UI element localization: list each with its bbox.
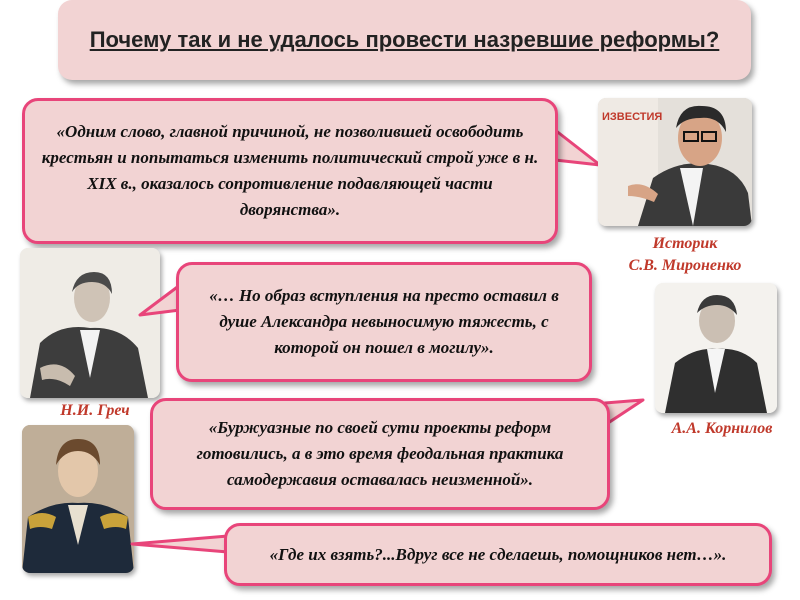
quote-grech: «… Но образ вступления на престо оставил в душе Александра невыносимую тяжесть, с которой он пошел в могилу». bbox=[209, 286, 559, 357]
quote-bubble-kornilov bbox=[150, 398, 610, 510]
caption-grech bbox=[50, 402, 140, 420]
photo-mironenko bbox=[598, 98, 752, 226]
quote-bubble-mironenko bbox=[22, 98, 558, 244]
caption-grech-text: Н.И. Греч bbox=[60, 402, 130, 419]
portrait-kornilov-image bbox=[655, 283, 777, 413]
portrait-mironenko-image bbox=[598, 98, 752, 226]
caption-mironenko bbox=[600, 233, 770, 277]
caption-kornilov-text: А.А. Корнилов bbox=[671, 420, 773, 437]
bubble-tail-alexander bbox=[132, 530, 232, 560]
photo-alexander bbox=[22, 425, 134, 573]
portrait-alexander-image bbox=[22, 425, 134, 573]
portrait-grech-image bbox=[20, 248, 160, 398]
page-title: Почему так и не удалось провести назревшие реформы? bbox=[89, 27, 720, 52]
quote-bubble-grech bbox=[176, 262, 592, 382]
quote-kornilov: «Буржуазные по своей сути проекты реформ готовились, а в это время феодальная практика самодержавия оставалась неизменной». bbox=[196, 418, 564, 489]
izvestia-logo-text: ИЗВЕСТИЯ bbox=[602, 111, 663, 123]
caption-mironenko-line2: С.В. Мироненко bbox=[628, 257, 742, 274]
caption-kornilov bbox=[652, 420, 792, 438]
photo-kornilov bbox=[655, 283, 777, 413]
quote-bubble-alexander bbox=[224, 523, 772, 586]
title-box bbox=[58, 0, 751, 80]
quote-mironenko: «Одним слово, главной причиной, не позволившей освободить крестьян и попытаться изменить политический строй уже в н. XIX в., оказалось сопротивление подавляющей части дворянства». bbox=[41, 122, 539, 219]
caption-mironenko-line1: Историк bbox=[652, 235, 718, 252]
bubble-tail-kornilov bbox=[605, 395, 650, 440]
photo-grech bbox=[20, 248, 160, 398]
quote-alexander: «Где их взять?...Вдруг все не сделаешь, помощников нет…». bbox=[269, 544, 727, 564]
